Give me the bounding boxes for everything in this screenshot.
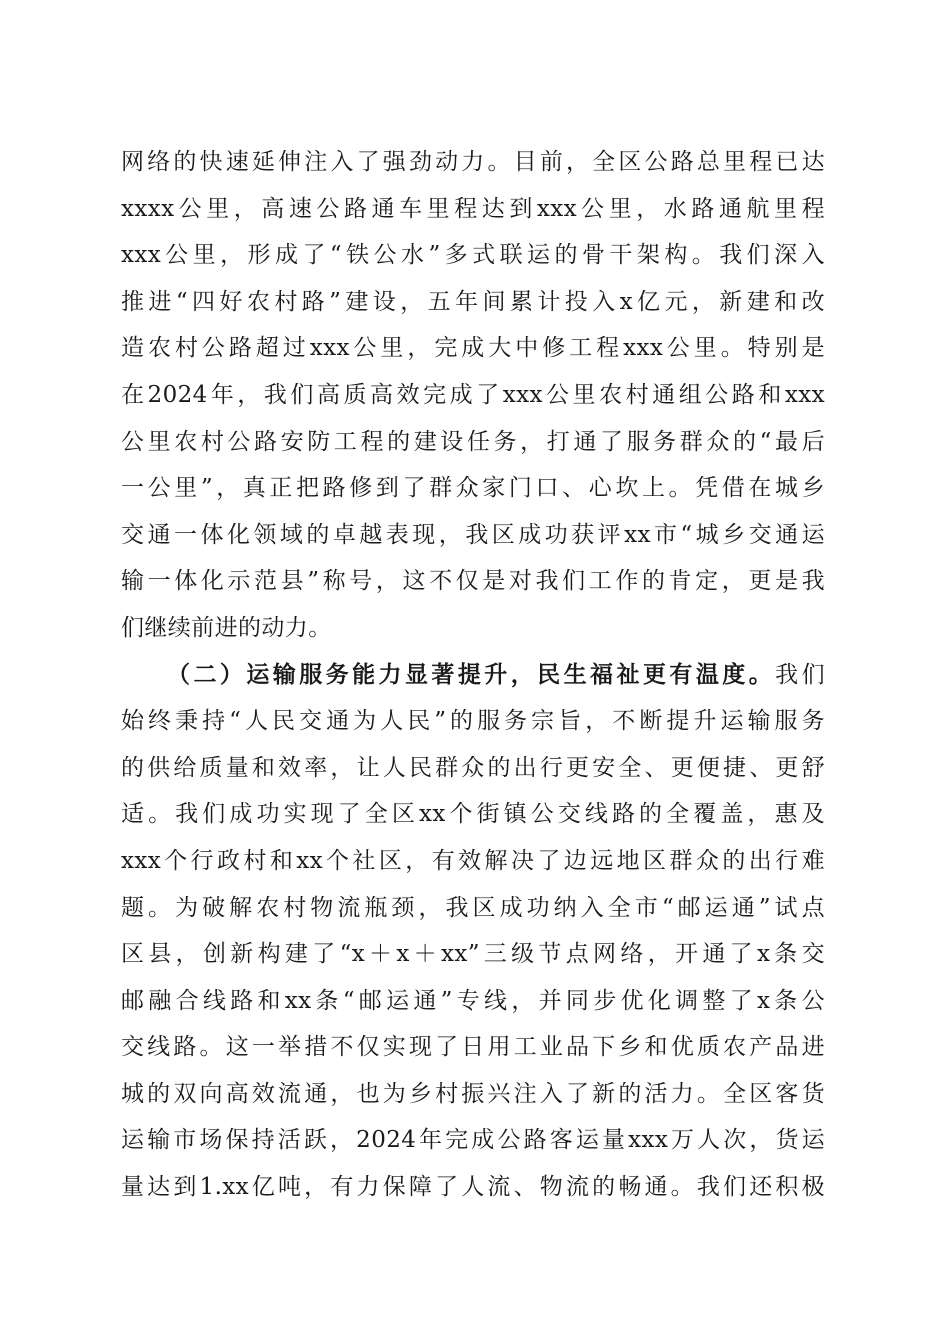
paragraph-1-line-5: 造农村公路超过xxx公里，完成大中修工程xxx公里。特别是 (121, 335, 825, 362)
paragraph-2-line-10: 城的双向高效流通，也为乡村振兴注入了新的活力。全区客货 (121, 1080, 825, 1107)
paragraph-2-line-5: xxx个行政村和xx个社区，有效解决了边远地区群众的出行难 (121, 847, 825, 874)
paragraph-2-line-6: 题。为破解农村物流瓶颈，我区成功纳入全市“邮运通”试点 (121, 894, 825, 921)
paragraph-1-line-11: 们继续前进的动力。 (121, 614, 332, 641)
paragraph-2-line-8: 邮融合线路和xx条“邮运通”专线，并同步优化调整了x条公 (121, 987, 825, 1014)
paragraph-2-line-1-rest: 我们 (775, 661, 825, 688)
paragraph-1-line-9: 交通一体化领域的卓越表现，我区成功获评xx市“城乡交通运 (121, 521, 825, 548)
section-heading: （二）运输服务能力显著提升，民生福祉更有温度。 (167, 660, 776, 688)
paragraph-1-line-3: xxx公里，形成了“铁公水”多式联运的骨干架构。我们深入 (121, 242, 825, 269)
document-body (121, 139, 825, 1211)
paragraph-2-line-7: 区县，创新构建了“x＋x＋xx”三级节点网络，开通了x条交 (121, 941, 825, 968)
paragraph-1-line-4: 推进“四好农村路”建设，五年间累计投入x亿元，新建和改 (121, 288, 825, 315)
paragraph-2-line-3: 的供给质量和效率，让人民群众的出行更安全、更便捷、更舒 (121, 754, 825, 781)
paragraph-2-line-11: 运输市场保持活跃，2024年完成公路客运量xxx万人次，货运 (121, 1127, 825, 1154)
paragraph-2 (121, 652, 825, 1211)
paragraph-1-line-2: xxxx公里，高速公路通车里程达到xxx公里，水路通航里程 (121, 195, 825, 222)
paragraph-2-line-12: 量达到1.xx亿吨，有力保障了人流、物流的畅通。我们还积极 (121, 1174, 825, 1201)
paragraph-2-line-1 (121, 652, 825, 699)
paragraph-1-line-7: 公里农村公路安防工程的建设任务，打通了服务群众的“最后 (121, 428, 825, 455)
paragraph-1-line-1: 网络的快速延伸注入了强劲动力。目前，全区公路总里程已达 (121, 149, 825, 175)
paragraph-1-line-10: 输一体化示范县”称号，这不仅是对我们工作的肯定，更是我 (121, 568, 825, 595)
paragraph-1 (121, 139, 825, 652)
paragraph-2-line-9: 交线路。这一举措不仅实现了日用工业品下乡和优质农产品进 (121, 1034, 825, 1061)
paragraph-1-line-8: 一公里”，真正把路修到了群众家门口、心坎上。凭借在城乡 (121, 475, 825, 502)
paragraph-2-line-2: 始终秉持“人民交通为人民”的服务宗旨，不断提升运输服务 (121, 708, 825, 735)
paragraph-2-line-4: 适。我们成功实现了全区xx个街镇公交线路的全覆盖，惠及 (121, 801, 825, 828)
paragraph-1-line-6: 在2024年，我们高质高效完成了xxx公里农村通组公路和xxx (121, 381, 825, 408)
